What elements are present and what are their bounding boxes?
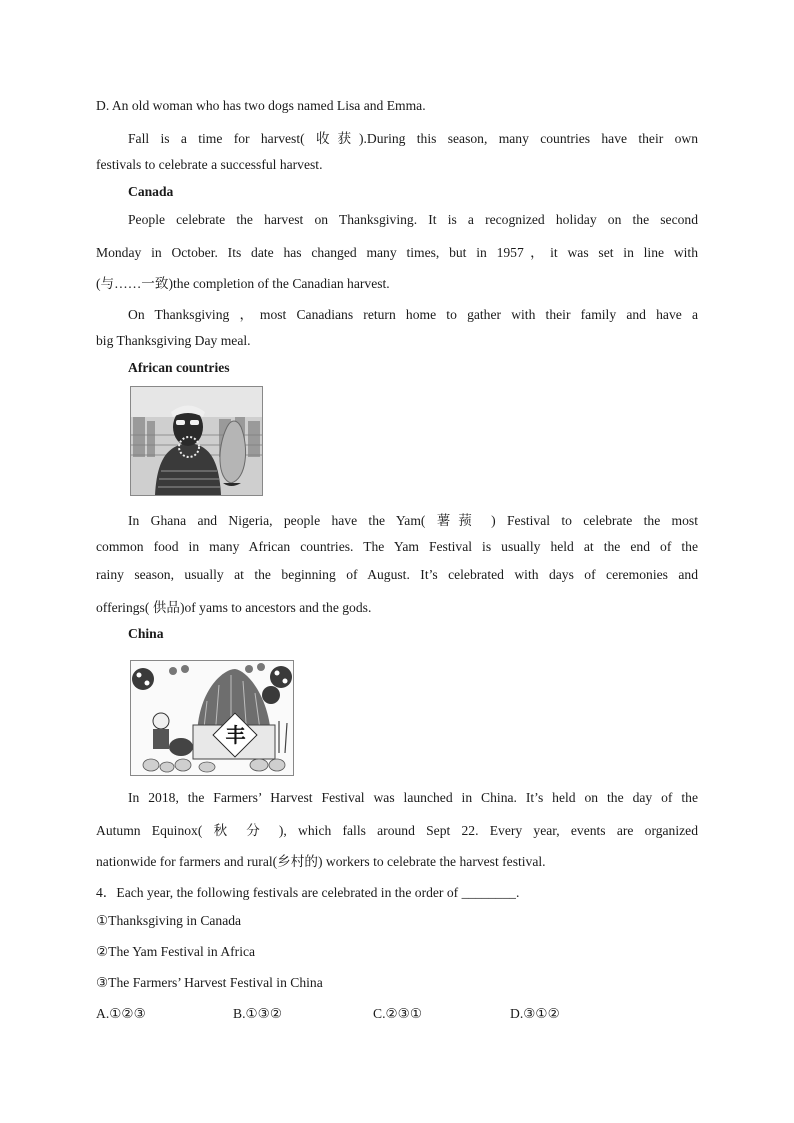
intro-line-1: Fall is a time for harvest( 收获).During this season, many countries have their own <box>128 131 698 146</box>
china-line-2: Autumn Equinox( 秋 分 ), which falls around Sept 22. Every year, events are organized <box>96 823 698 838</box>
canada-p2-line-1: On Thanksgiving ，most Canadians return home to gather with their family and have a <box>128 307 698 322</box>
answer-option-a[interactable]: A.①②③ <box>96 1006 146 1021</box>
answer-option-b[interactable]: B.①③② <box>233 1006 283 1021</box>
africa-line-4: offerings( 供品)of yams to ancestors and the gods. <box>96 600 372 615</box>
china-line-3: nationwide for farmers and rural(乡村的) workers to celebrate the harvest festival. <box>96 854 546 869</box>
sign-character: 丰 <box>225 723 246 747</box>
canada-p1-line-2: Monday in October. Its date has changed many times, but in 1957，it was set in line with <box>96 245 698 260</box>
question-item-2: ②The Yam Festival in Africa <box>96 944 256 959</box>
africa-line-1: In Ghana and Nigeria, people have the Yam( 薯蓣 ) Festival to celebrate the most <box>128 513 698 528</box>
question-item-1: ①Thanksgiving in Canada <box>96 913 242 928</box>
china-line-1: In 2018, the Farmers’ Harvest Festival was launched in China. It’s held on the day of the <box>128 790 698 805</box>
harvest-festival-drawing <box>130 660 294 776</box>
canada-heading: Canada <box>128 184 174 199</box>
canada-p2-line-2: big Thanksgiving Day meal. <box>96 333 251 348</box>
yam-festival-illustration <box>131 387 262 495</box>
yam-festival-photo <box>130 386 263 496</box>
africa-heading: African countries <box>128 360 230 375</box>
intro-line-2: festivals to celebrate a successful harvest. <box>96 157 323 172</box>
africa-line-3: rainy season, usually at the beginning of August. It’s celebrated with days of ceremonies and <box>96 567 698 582</box>
answer-option-d[interactable]: D.③①② <box>510 1006 560 1021</box>
answer-option-c[interactable]: C.②③① <box>373 1006 423 1021</box>
canada-p1-line-3: (与……一致)the completion of the Canadian harvest. <box>96 276 390 291</box>
question-item-3: ③The Farmers’ Harvest Festival in China <box>96 975 323 990</box>
africa-line-2: common food in many African countries. The Yam Festival is usually held at the end of the <box>96 539 698 554</box>
china-heading: China <box>128 626 164 641</box>
question-stem: 4．Each year, the following festivals are celebrated in the order of ________. <box>96 885 520 900</box>
canada-p1-line-1: People celebrate the harvest on Thanksgiving. It is a recognized holiday on the second <box>128 212 698 227</box>
previous-option-d: D. An old woman who has two dogs named Lisa and Emma. <box>96 98 426 113</box>
harvest-hut-illustration <box>131 661 293 775</box>
